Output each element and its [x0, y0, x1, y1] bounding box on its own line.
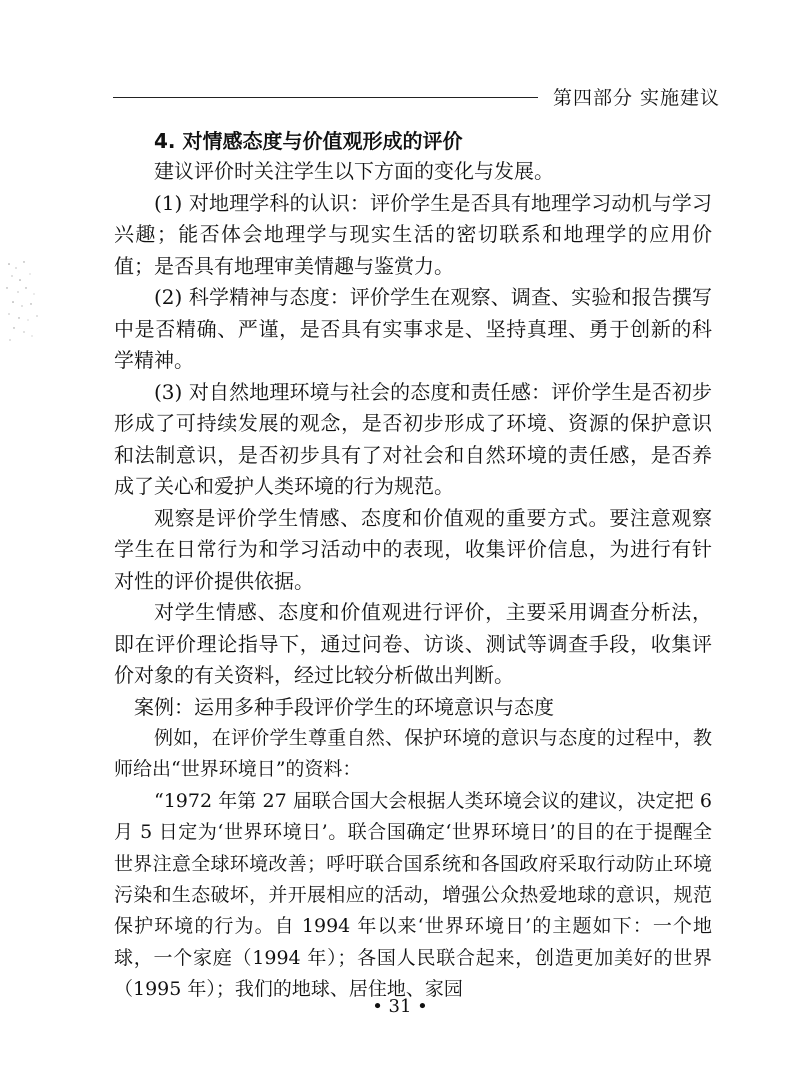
page-body [114, 126, 712, 1006]
running-header: 第四部分 实施建议 [553, 87, 721, 109]
paragraph-intro: 建议评价时关注学生以下方面的变化与发展。 [154, 159, 554, 183]
paragraph-item-2: (2) 科学精神与态度：评价学生在观察、调查、实验和报告撰写中是否精确、严谨，是否具有实事求是、坚持真理、勇于创新的科学精神。 [114, 285, 712, 372]
scan-speckle-artifact [4, 258, 44, 348]
section-heading: 4. 对情感态度与价值观形成的评价 [154, 129, 463, 153]
case-paragraph-1: 例如，在评价学生尊重自然、保护环境的意识与态度的过程中，教师给出“世界环境日”的资料： [114, 727, 712, 781]
paragraph-item-3: (3) 对自然地理环境与社会的态度和责任感：评价学生是否初步形成了可持续发展的观念，是否初步形成了环境、资源的保护意识和法制意识，是否初步具有了对社会和自然环境的责任感，是否养成了关心和爱护人类环境的行为规范。 [114, 379, 712, 498]
case-paragraph-2: “1972 年第 27 届联合国大会根据人类环境会议的建议，决定把 6 月 5 日定为‘世界环境日’。联合国确定‘世界环境日’的目的在于提醒全世界注意全球环境改善；呼吁联合国系统和各国政府采取行动防止环境污染和生态破坏，并开展相应的活动，增强公众热爱地球的意识，规范保护环境的行为。自 1994 年以来‘世界环境日’的主题如下：一个地球，一个家庭（1994 年）；各国人民联合起来，创造更加美好的世界（1995 年）；我们的地球、居住地、家园 [114, 789, 712, 1001]
page-number: • 31 • [372, 996, 428, 1017]
paragraph-observation: 观察是评价学生情感、态度和价值观的重要方式。要注意观察学生在日常行为和学习活动中的表现，收集评价信息，为进行有针对性的评价提供依据。 [114, 505, 712, 593]
paragraph-method: 对学生情感、态度和价值观进行评价，主要采用调查分析法，即在评价理论指导下，通过问卷、访谈、测试等调查手段，收集评价对象的有关资料，经过比较分析做出判断。 [114, 600, 712, 687]
header-rule [113, 97, 538, 98]
case-title: 案例：运用多种手段评价学生的环境意识与态度 [134, 694, 554, 719]
paragraph-item-1: (1) 对地理学科的认识：评价学生是否具有地理学习动机与学习兴趣；能否体会地理学与现实生活的密切联系和地理学的应用价值；是否具有地理审美情趣与鉴赏力。 [114, 190, 712, 278]
